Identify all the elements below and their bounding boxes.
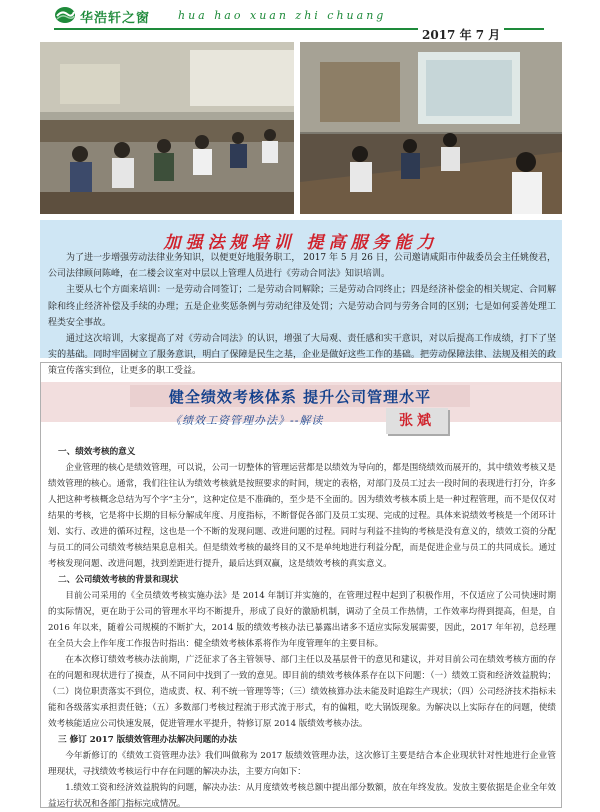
performance-article-title: 健全绩效考核体系 提升公司管理水平 [168, 388, 432, 406]
article-paragraph: 1.绩效工资和经济效益脱钩的问题，解决办法：从月度绩效考核总额中提出部分数额，放在年终发放。发放主要依据是企业全年效益运行状况和各部门指标完成情况。 [48, 783, 556, 809]
article-paragraph: 目前公司采用的《全员绩效考核实施办法》是 2014 年制订并实施的，在管理过程中起到了积极作用，不仅适应了公司快速时期的实际情况，更在助于公司的管理水平均不断提升，形成了良好的激励机制，调动了全员工作热情，工作效率均得到提高，但是，自 2016 年以来，随着公司规模的不断扩大，2014 版的绩效考核办法已暴露出诸多不适应实际发展需要，因此，2017 年年初，总经理在全员大会上作年度工作报告时指出：健全绩效考核体系将作为年度管理年的主要目标。 [48, 591, 556, 649]
performance-article-subtitle: 《绩效工资管理办法》--解读 [170, 414, 324, 427]
article-paragraph: 在本次修订绩效考核办法前期，广泛征求了各主管领导、部门主任以及基层骨干的意见和建议，并对目前公司在绩效考核方面的存在的问题和现状进行了摸查，从不同问中找到了一致的意见。即目前的绩效考核体系存在以下问题：（一）绩效工资和经济效益脱钩；（二）岗位职责落实不到位，造成责、权、利不统一管理等等；（三）绩效核算办法未能及时追踪生产现状；（四）公司经济技术指标未能和各级落实承担责任链；（五）多数部门考核过程流于形式流于形式，有的偏粗，吃大锅饭现象。为解决以上实际存在的问题，使绩效考核能适应公司快速发展，促进管理水平提升，特修订原 2014 版绩效考核办法。 [48, 655, 556, 729]
hhx-wave-logo-icon [54, 6, 76, 24]
training-photo-audience [40, 42, 294, 214]
section-heading: 一、绩效考核的意义 [58, 447, 136, 457]
author-name: 张斌 [399, 413, 435, 429]
newsletter-header [0, 0, 600, 42]
section-heading: 三 修订 2017 版绩效管理办法解决问题的办法 [58, 735, 237, 745]
training-paragraph: 通过这次培训，大家提高了对《劳动合同法》的认识，增强了大局观、责任感和实干意识，对以后提高工作成绩，打下了坚实的基础。同时牢固树立了服务意识，明白了保障是民生之基，企业是做好这些工作的基础。把劳动保障法律、法规及相关的政策宣传落实到位，让更多的职工受益。 [48, 334, 556, 377]
training-article-body [48, 250, 556, 380]
article-paragraph: 企业管理的核心是绩效管理，可以说，公司一切整体的管理运营都是以绩效为导向的，都是围绕绩效而展开的，其中绩效考核又是绩效管理的核心。通常，我们往往认为绩效考核就是按照要求的时间，规定的表格，对部门及员工过去一段时间的表现进行打分，许多人把这种考核概念总结为写个字“主分”，这种定位是不准确的，至少是不全面的。因为绩效考核本质上是一种过程管理，而不是仅仅对结果的考核，它是将中长期的目标分解成年度、月度指标，不断督促各部门及员工实现、完成的过程。具体来说绩效考核是一个闭环计划、实行、改进的循环过程，这也是一个不断的发现问题、改进问题的过程。同时与利益不挂钩的考核是没有意义的，绩效工资的分配与员工的同公司绩效考核结果息息相关。但是绩效考核的最终目的又不是单纯地进行利益分配，而是促进企业与员工的共同成长。通过考核发现问题、改进问题，找到差距进行提升，最后达到双赢，这是绩效考核的真实意义。 [48, 463, 556, 569]
training-paragraph: 为了进一步增强劳动法律业务知识，以便更好地服务职工， 2017 年 5 月 26 日，公司邀请咸阳市仲裁委员会主任姚俊君，公司法律顾问陈峰，在二楼会议室对中层以上管理人员进行《劳动合同法》知识培训。 [48, 253, 556, 280]
training-paragraph: 主要从七个方面来培训：一是劳动合同签订；二是劳动合同解除；三是劳动合同终止；四是经济补偿金的相关规定、合同解除和终止经济补偿及手续的办理；五是企业奖惩条例与劳动纪律及处罚；六是劳动合同与劳务合同的区别；七是如何妥善处理工程类安全事故。 [48, 285, 556, 328]
training-photo-presenter [300, 42, 562, 214]
performance-article-body [48, 444, 556, 812]
author-badge [386, 408, 448, 434]
training-article [40, 220, 562, 377]
training-article-title: 加强法规培训 提高服务能力 [163, 233, 439, 253]
newsletter-brand: 华浩轩之窗 [80, 11, 151, 26]
issue-date: 2017 年 7 月 [418, 26, 504, 43]
section-heading: 二、公司绩效考核的背景和现状 [58, 575, 179, 585]
article-paragraph: 今年新修订的《绩效工资管理办法》我们叫做称为 2017 版绩效管理办法，这次修订主要是结合本企业现状针对性地进行企业管理现状，寻找绩效考核运行中存在问题的解决办法，主要方向如下： [48, 751, 556, 777]
newsletter-pinyin: hua hao xuan zhi chuang [178, 9, 387, 22]
